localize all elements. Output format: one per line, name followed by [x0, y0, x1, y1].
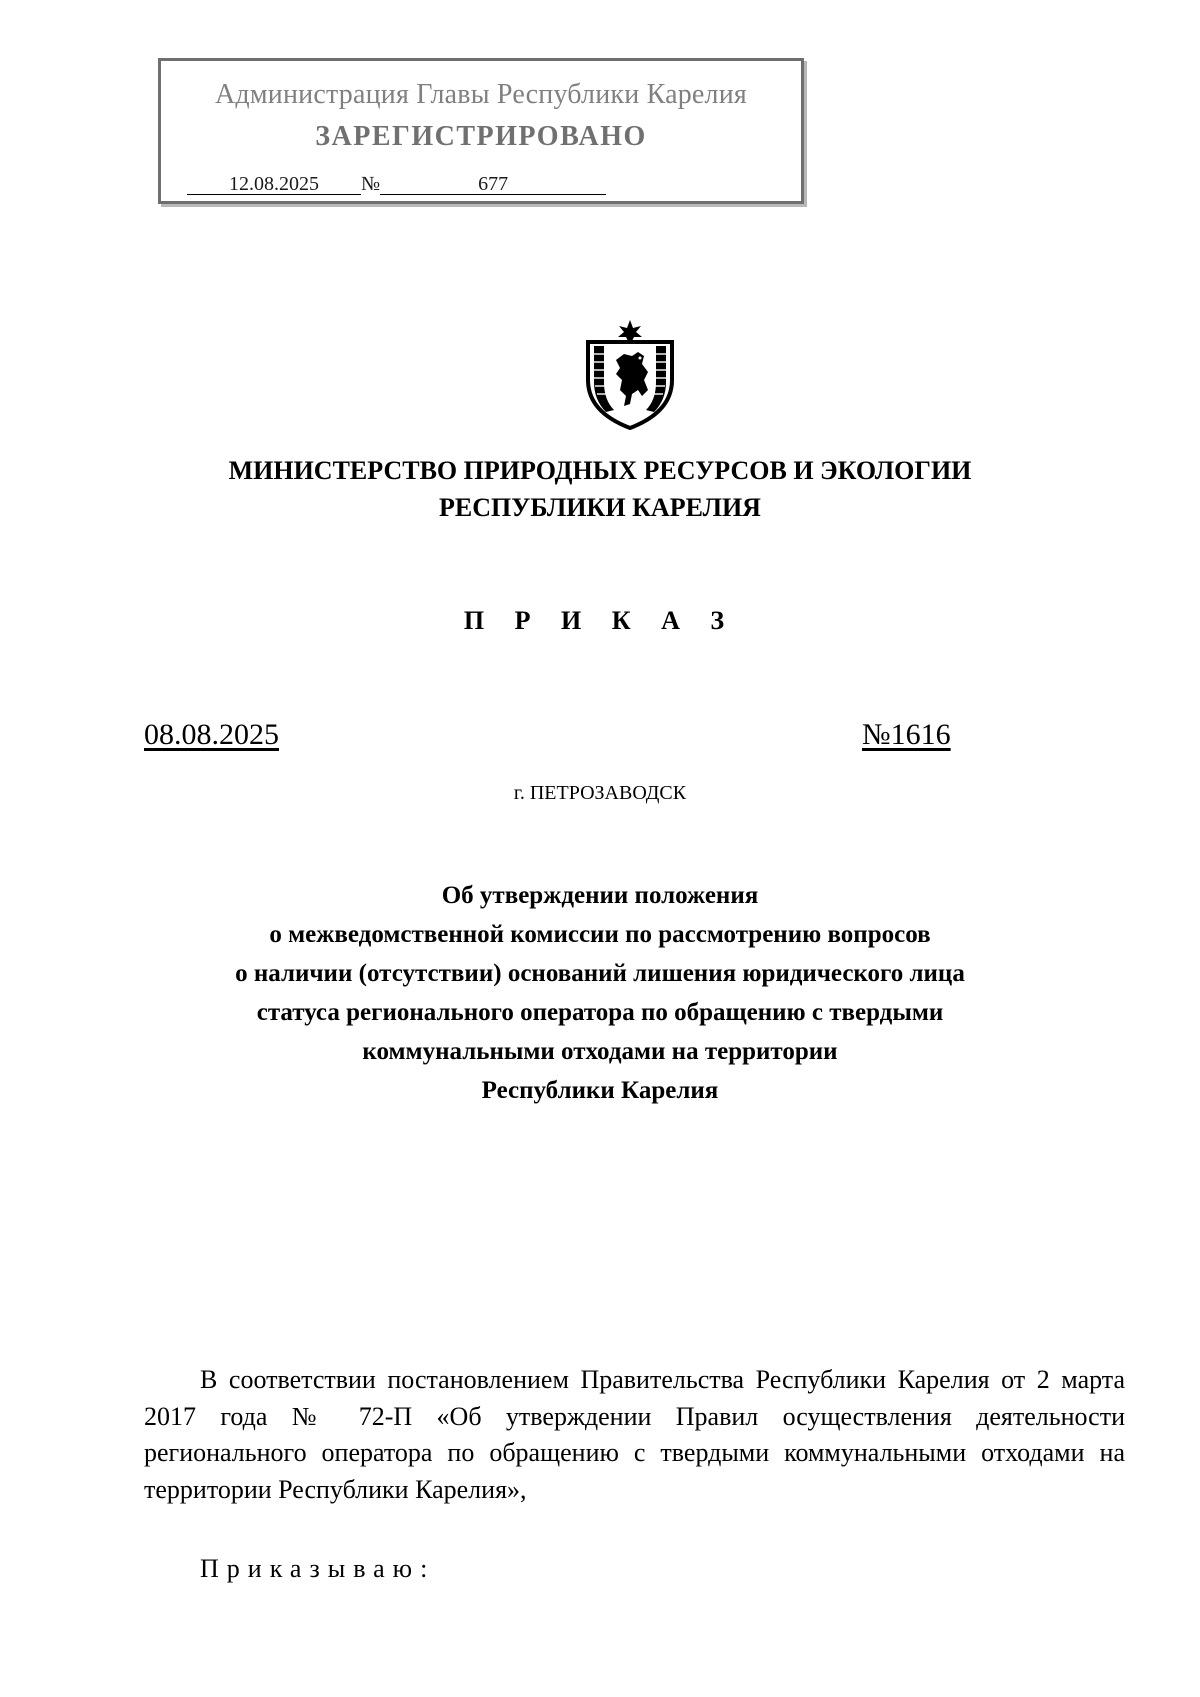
stamp-registration-line	[187, 173, 606, 196]
order-title: П Р И К А З	[463, 606, 737, 635]
subject-line: коммунальными отходами на территории	[362, 1038, 838, 1065]
order-city: г. ПЕТРОЗАВОДСК	[513, 782, 687, 804]
stamp-date: 12.08.2025	[187, 174, 361, 195]
order-number: №1616	[862, 718, 951, 751]
karelia-coat-of-arms-icon	[584, 320, 676, 430]
order-date: 08.08.2025	[144, 718, 279, 751]
subject-line: Об утверждении положения	[441, 882, 759, 909]
order-subject	[0, 876, 1200, 1110]
subject-line: о наличии (отсутствии) оснований лишения юридического лица	[235, 960, 965, 987]
subject-line: Республики Карелия	[481, 1077, 719, 1104]
subject-line: статуса регионального оператора по обращению с твердыми	[256, 999, 944, 1026]
registration-stamp	[158, 58, 804, 204]
stamp-organization: Администрация Главы Республики Карелия	[215, 79, 747, 110]
ministry-heading	[0, 452, 1200, 526]
subject-line: о межведомственной комиссии по рассмотрению вопросов	[269, 921, 931, 948]
ministry-line-2: РЕСПУБЛИКИ КАРЕЛИЯ	[439, 493, 761, 522]
stamp-number-sign: №	[361, 173, 381, 195]
stamp-number: 677	[380, 174, 606, 195]
decree-word: Приказываю:	[200, 1554, 436, 1583]
stamp-status: ЗАРЕГИСТРИРОВАНО	[315, 121, 647, 152]
preamble-paragraph: В соответствии постановлением Правительства Республики Карелия от 2 марта 2017 года № 72-П «Об утверждении Правил осуществления деятельности регионального оператора по обращению с твердыми коммунальными отходами на территории Республики Карелия»,	[144, 1365, 1125, 1504]
ministry-line-1: МИНИСТЕРСТВО ПРИРОДНЫХ РЕСУРСОВ И ЭКОЛОГИИ	[228, 456, 972, 485]
